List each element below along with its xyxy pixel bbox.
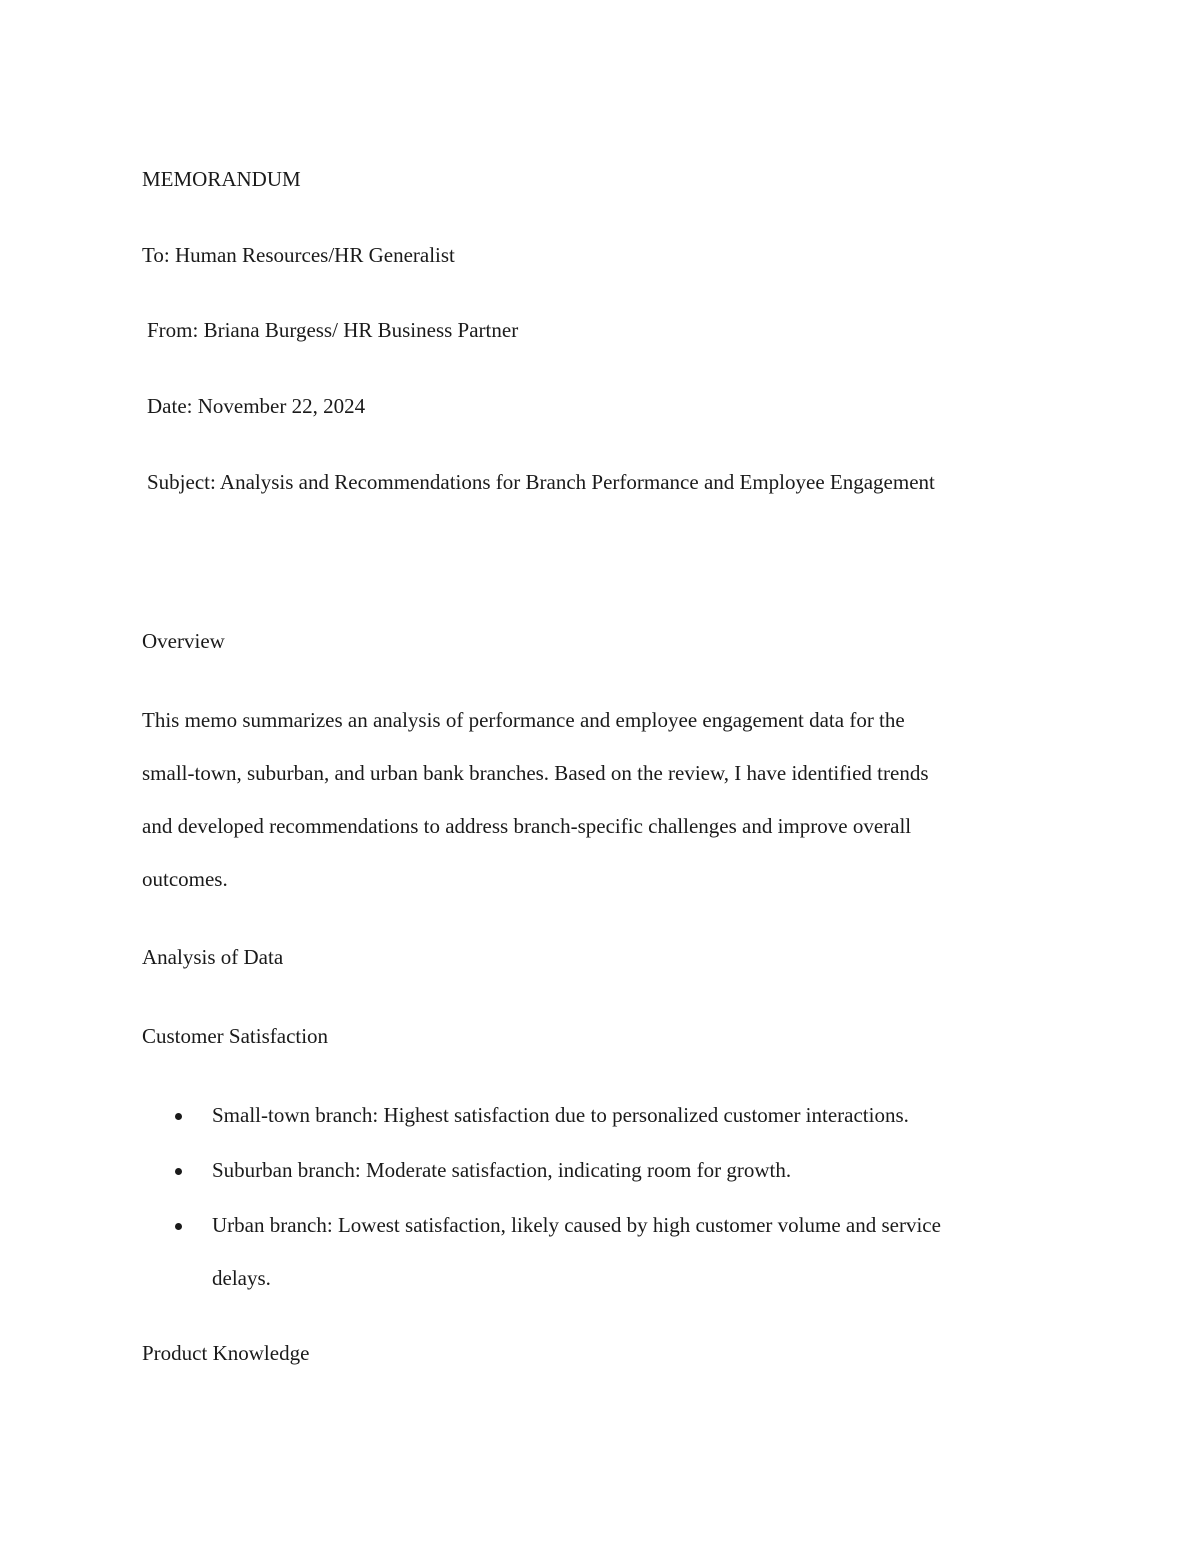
memo-subject: Subject: Analysis and Recommendations for Branch Performance and Employee Engagement [147, 470, 935, 494]
memo-from: From: Briana Burgess/ HR Business Partner [147, 318, 519, 342]
bullet-icon [175, 1113, 182, 1120]
customer-satisfaction-heading: Customer Satisfaction [142, 1024, 329, 1048]
memo-title: MEMORANDUM [142, 167, 301, 191]
bullet-icon [175, 1223, 182, 1230]
overview-line: and developed recommendations to address branch-specific challenges and improve overall [142, 814, 912, 838]
bullet-icon [175, 1168, 182, 1175]
memo-to: To: Human Resources/HR Generalist [142, 243, 455, 267]
overview-line: small-town, suburban, and urban bank branches. Based on the review, I have identified trends [142, 761, 929, 785]
analysis-heading: Analysis of Data [142, 945, 284, 969]
memo-date: Date: November 22, 2024 [147, 394, 366, 418]
bullet-continuation: delays. [212, 1266, 271, 1290]
bullet-text: Small-town branch: Highest satisfaction due to personalized customer interactions. [212, 1103, 909, 1127]
overview-heading: Overview [142, 629, 225, 653]
overview-line: outcomes. [142, 867, 228, 891]
product-knowledge-heading: Product Knowledge [142, 1341, 310, 1365]
bullet-text: Suburban branch: Moderate satisfaction, indicating room for growth. [212, 1158, 792, 1182]
bullet-text: Urban branch: Lowest satisfaction, likely caused by high customer volume and service [212, 1213, 941, 1237]
overview-line: This memo summarizes an analysis of performance and employee engagement data for the [142, 708, 905, 732]
